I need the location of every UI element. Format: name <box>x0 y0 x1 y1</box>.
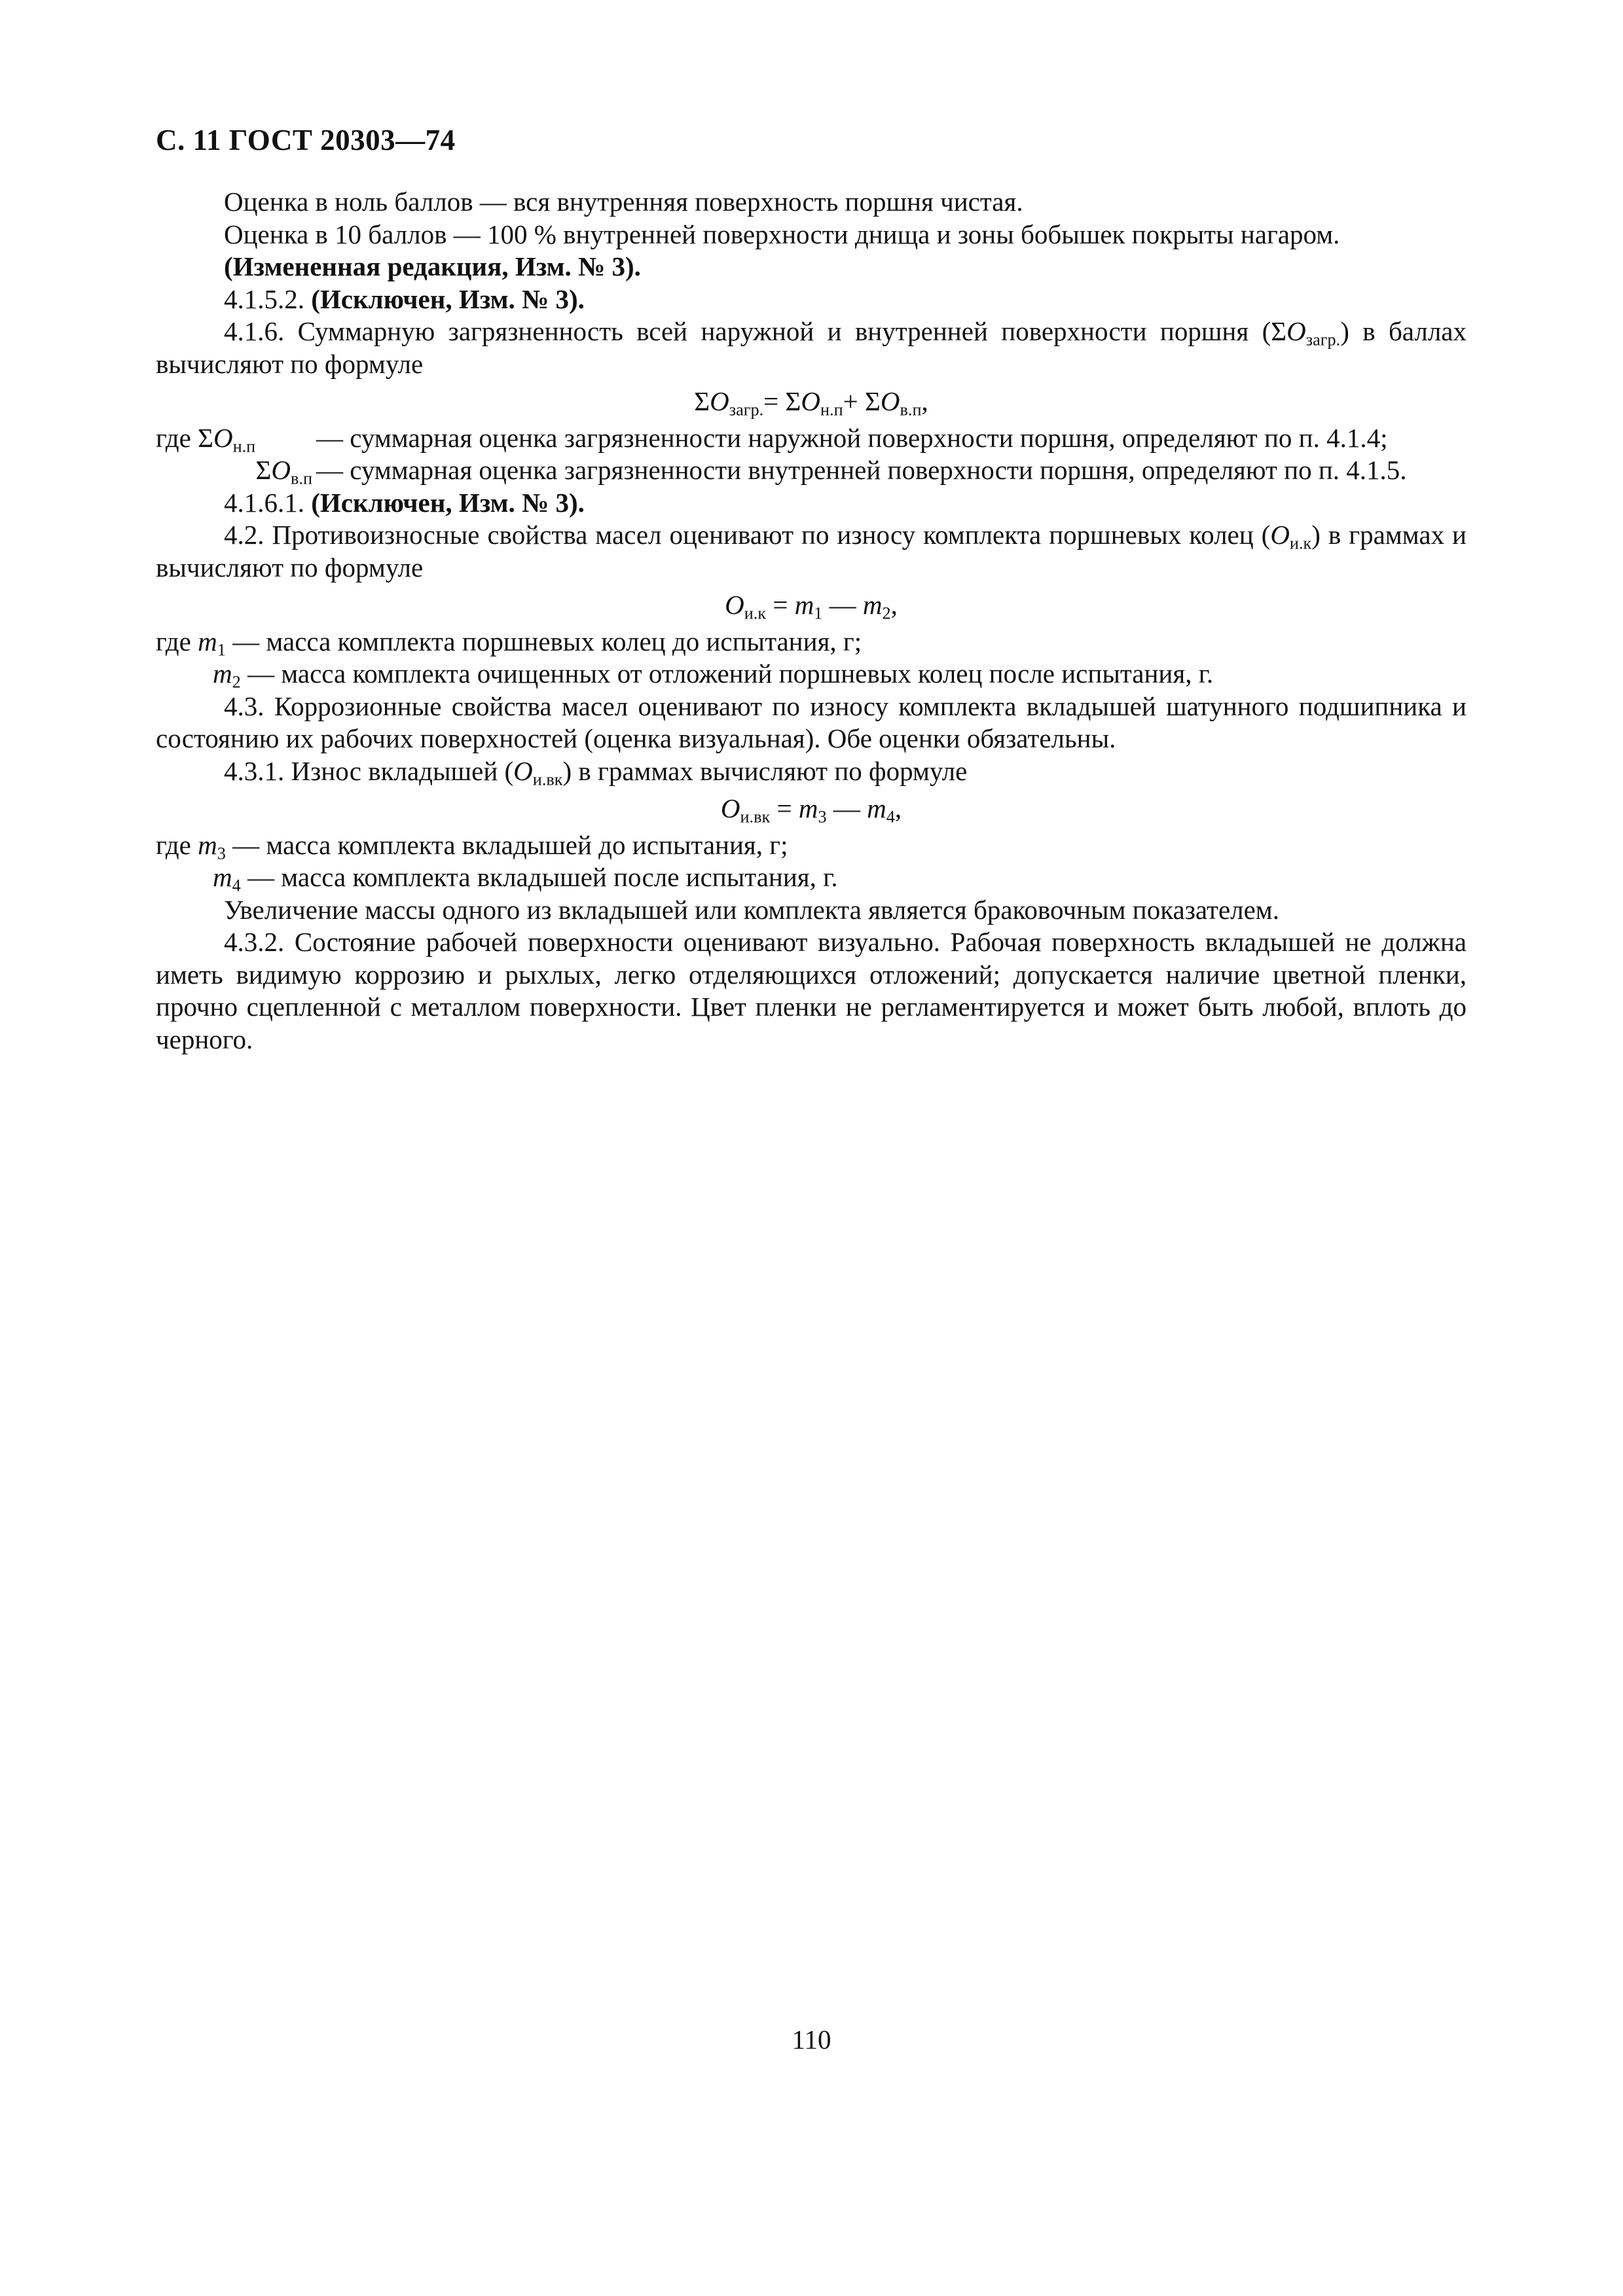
symbol-o: O <box>213 422 233 453</box>
definition-symbol <box>156 422 316 455</box>
symbol-m: m <box>862 590 883 620</box>
subscript: и.вк <box>740 807 771 827</box>
subscript: загр. <box>729 400 764 420</box>
clause-4-3-1 <box>156 755 1467 788</box>
definition-row <box>156 422 1467 455</box>
definition-text: — масса комплекта вкладышей после испытания, г. <box>240 862 838 892</box>
paragraph-rejection-criterion: Увеличение массы одного из вкладышей или комплекта является браковочным показателем. <box>224 894 1279 925</box>
clause-excluded-note: (Исключен, Изм. № 3). <box>311 283 585 314</box>
symbol-o: O <box>725 590 744 620</box>
formula-ring-wear <box>156 589 1467 622</box>
operator: — <box>826 793 867 823</box>
document-body <box>156 186 1467 1056</box>
operator: = <box>770 793 799 823</box>
symbol-m: m <box>867 793 886 823</box>
operator: + Σ <box>843 386 881 416</box>
clause-text-end: ) в граммах и вычисляют по формуле <box>156 520 1467 583</box>
subscript: 1 <box>217 639 226 659</box>
symbol-o: O <box>513 755 533 786</box>
subscript: 3 <box>818 807 827 827</box>
subscript: н.п <box>232 436 256 456</box>
sigma: Σ <box>694 386 710 416</box>
clause-4-1-6 <box>156 315 1467 380</box>
operator: — <box>822 590 863 620</box>
clause-number: 4.1.5.2. <box>224 283 304 314</box>
definition-m2 <box>156 658 1467 691</box>
clause-4-3: 4.3. Коррозионные свойства масел оценивают по износу комплекта вкладышей шатунного подшипника и состоянию их рабочих поверхностей (оценка визуальная). Обе оценки обязательны. <box>156 691 1467 753</box>
amendment-note: (Измененная редакция, Изм. № 3). <box>224 251 641 281</box>
formula-total-contamination <box>156 386 1467 418</box>
page-header: С. 11 ГОСТ 20303—74 <box>156 124 456 156</box>
subscript: загр. <box>1305 330 1341 350</box>
subscript: 1 <box>814 603 823 623</box>
where-label: где <box>156 626 198 656</box>
clause-text: 4.3.1. Износ вкладышей ( <box>224 755 514 786</box>
symbol-o: O <box>1270 520 1290 550</box>
clause-number: 4.1.6.1. <box>224 487 304 518</box>
subscript: 3 <box>217 843 226 863</box>
definition-m3 <box>156 829 1467 862</box>
clause-excluded-note: (Исключен, Изм. № 3). <box>311 487 585 518</box>
definition-text: — суммарная оценка загрязненности наружной поверхности поршня, определяют по п. 4.1.4; <box>316 422 1388 453</box>
clause-4-2 <box>156 519 1467 584</box>
paragraph-score-ten: Оценка в 10 баллов — 100 % внутренней поверхности днища и зоны бобышек покрыты нагаром. <box>224 219 1340 249</box>
symbol-m: m <box>213 862 232 892</box>
symbol-m: m <box>213 658 232 689</box>
definition-text: — масса комплекта очищенных от отложений поршневых колец после испытания, г. <box>240 658 1214 689</box>
subscript: и.вк <box>532 769 563 789</box>
page-number: 110 <box>792 2024 831 2054</box>
paragraph-score-zero: Оценка в ноль баллов — вся внутренняя поверхность поршня чистая. <box>224 187 1023 217</box>
operator: = <box>766 590 795 620</box>
clause-4-1-5-2 <box>156 283 1467 316</box>
symbol-o: O <box>710 386 729 416</box>
sigma: Σ <box>255 455 272 485</box>
symbol-o: O <box>880 386 900 416</box>
subscript: 2 <box>882 603 891 623</box>
definition-m1 <box>156 626 1467 658</box>
punctuation: , <box>890 590 898 620</box>
definition-text: — масса комплекта вкладышей до испытания, г; <box>225 829 788 860</box>
definition-text: — масса комплекта поршневых колец до испытания, г; <box>225 626 862 656</box>
clause-4-1-6-1 <box>156 487 1467 520</box>
formula-liner-wear <box>156 793 1467 825</box>
clause-text: 4.2. Противоизносные свойства масел оценивают по износу комплекта поршневых колец ( <box>224 520 1271 550</box>
symbol-m: m <box>794 590 814 620</box>
subscript: н.п <box>820 400 843 420</box>
subscript: в.п <box>900 400 922 420</box>
definition-row <box>156 454 1467 487</box>
symbol-m: m <box>798 793 818 823</box>
clause-text-end: ) в баллах вычисляют по формуле <box>156 316 1467 379</box>
subscript: и.к <box>744 603 767 623</box>
punctuation: , <box>921 386 928 416</box>
symbol-o: O <box>801 386 821 416</box>
subscript: 4 <box>886 807 895 827</box>
subscript: в.п <box>291 469 312 488</box>
definition-text: — суммарная оценка загрязненности внутренней поверхности поршня, определяют по п. 4.1.5. <box>316 455 1407 485</box>
subscript: 2 <box>232 672 241 692</box>
where-label: где <box>156 829 198 860</box>
symbol-o: O <box>271 455 291 485</box>
clause-text-end: ) в граммах вычисляют по формуле <box>562 755 968 786</box>
symbol-o: O <box>720 793 740 823</box>
subscript: 4 <box>232 876 241 895</box>
symbol-o: O <box>1286 316 1306 346</box>
symbol-m: m <box>198 829 217 860</box>
punctuation: , <box>894 793 902 823</box>
clause-4-3-2: 4.3.2. Состояние рабочей поверхности оценивают визуально. Рабочая поверхность вкладышей не должна иметь видимую коррозию и рыхлых, легко отделяющихся отложений; допускается наличие цветной пленки, прочно сцепленной с металлом поверхности. Цвет пленки не регламентируется и может быть любой, вплоть до черного. <box>156 927 1467 1054</box>
operator: = Σ <box>763 386 801 416</box>
where-label: где Σ <box>156 422 213 453</box>
symbol-m: m <box>198 626 217 656</box>
definition-m4 <box>156 861 1467 894</box>
subscript: и.к <box>1289 533 1312 553</box>
clause-text: 4.1.6. Суммарную загрязненность всей наружной и внутренней поверхности поршня (Σ <box>224 316 1287 346</box>
definition-symbol <box>156 454 316 487</box>
